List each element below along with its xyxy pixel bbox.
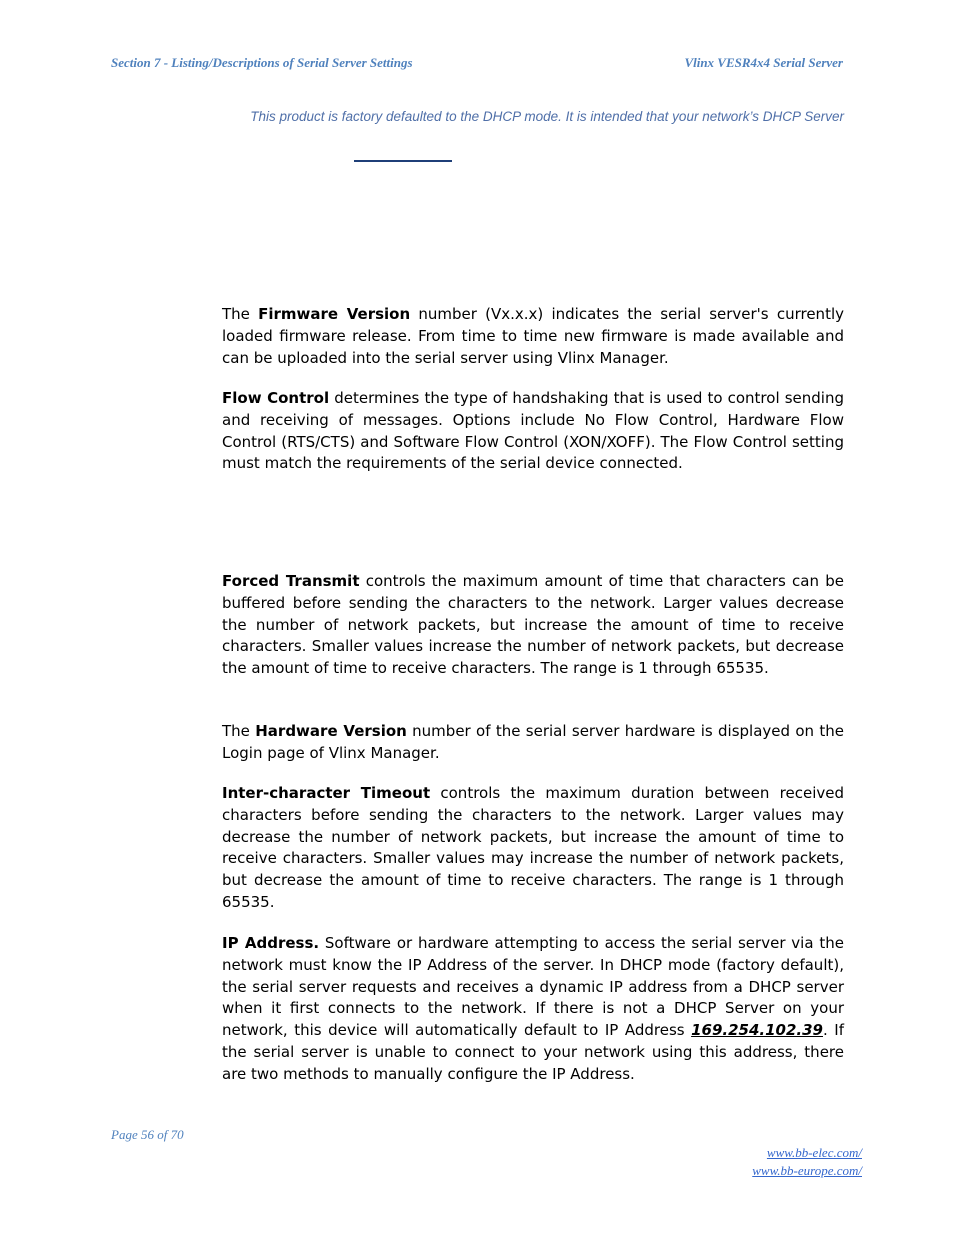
firmware-version-paragraph: [222, 304, 844, 369]
forced-transmit-paragraph: [222, 571, 844, 680]
dhcp-note: This product is factory defaulted to the DHCP mode. It is intended that your network’s DHCP Server: [250, 109, 844, 124]
ip-address-paragraph: [222, 933, 844, 1086]
inter-character-timeout-paragraph: [222, 783, 844, 914]
flow-control-paragraph: [222, 388, 844, 475]
term-ip-address: IP Address.: [222, 934, 320, 952]
divider-line: [354, 160, 452, 162]
paragraph-text: determines the type of handshaking that is used to control sending and receiving of messages. Options include No Flow Control, Hardware Flow Control (RTS/CTS) and Software Flow Control (XON/XOFF). The Flow Control setting must match the requirements of the serial device connected.: [222, 389, 844, 473]
term-firmware-version: Firmware Version: [258, 305, 411, 323]
bb-europe-link[interactable]: www.bb-europe.com/: [752, 1163, 862, 1178]
term-inter-character-timeout: Inter-character Timeout: [222, 784, 431, 802]
hardware-version-paragraph: [222, 721, 844, 765]
term-flow-control: Flow Control: [222, 389, 330, 407]
paragraph-text: The: [222, 305, 259, 323]
term-forced-transmit: Forced Transmit: [222, 572, 360, 590]
term-hardware-version: Hardware Version: [255, 722, 407, 740]
bb-elec-link[interactable]: www.bb-elec.com/: [766, 1145, 862, 1160]
header-section-title: Section 7 - Listing/Descriptions of Serial Server Settings: [111, 55, 413, 70]
paragraph-text: The: [222, 722, 256, 740]
paragraph-text: number (Vx.x.x) indicates the serial server's currently loaded firmware release. From time to time new firmware is made available and can be uploaded into the serial server using Vlinx Manager.: [222, 305, 844, 367]
header-product-title: Vlinx VESR4x4 Serial Server: [684, 55, 843, 70]
default-ip-address: 169.254.102.39: [691, 1021, 823, 1040]
paragraph-text: controls the maximum duration between received characters before sending the characters to the network. Larger values may decrease the number of network packets, but increase the amount of time to receive characters. Smaller values may increase the number of network packets, but decrease the amount of time to receive characters. The range is 1 through 65535.: [222, 784, 845, 911]
paragraph-text: . If the serial server is unable to connect to your network using this address, there are two methods to manually configure the IP Address.: [222, 1021, 844, 1083]
paragraph-text: Software or hardware attempting to access the serial server via the network must know the IP Address of the server. In DHCP mode (factory default), the serial server requests and receives a dynamic IP address from a DHCP server when it first connects to the network. If there is not a DHCP Server on your network, this device will automatically default to IP Address: [222, 934, 844, 1040]
paragraph-text: controls the maximum amount of time that characters can be buffered before sending the characters to the network. Larger values decrease the number of network packets, but increase the amount of time to receive characters. Smaller values increase the number of network packets, but decrease the amount of time to receive characters. The range is 1 through 65535.: [222, 572, 844, 678]
paragraph-text: number of the serial server hardware is displayed on the Login page of Vlinx Manager.: [222, 722, 845, 762]
page-number: Page 56 of 70: [111, 1127, 184, 1142]
